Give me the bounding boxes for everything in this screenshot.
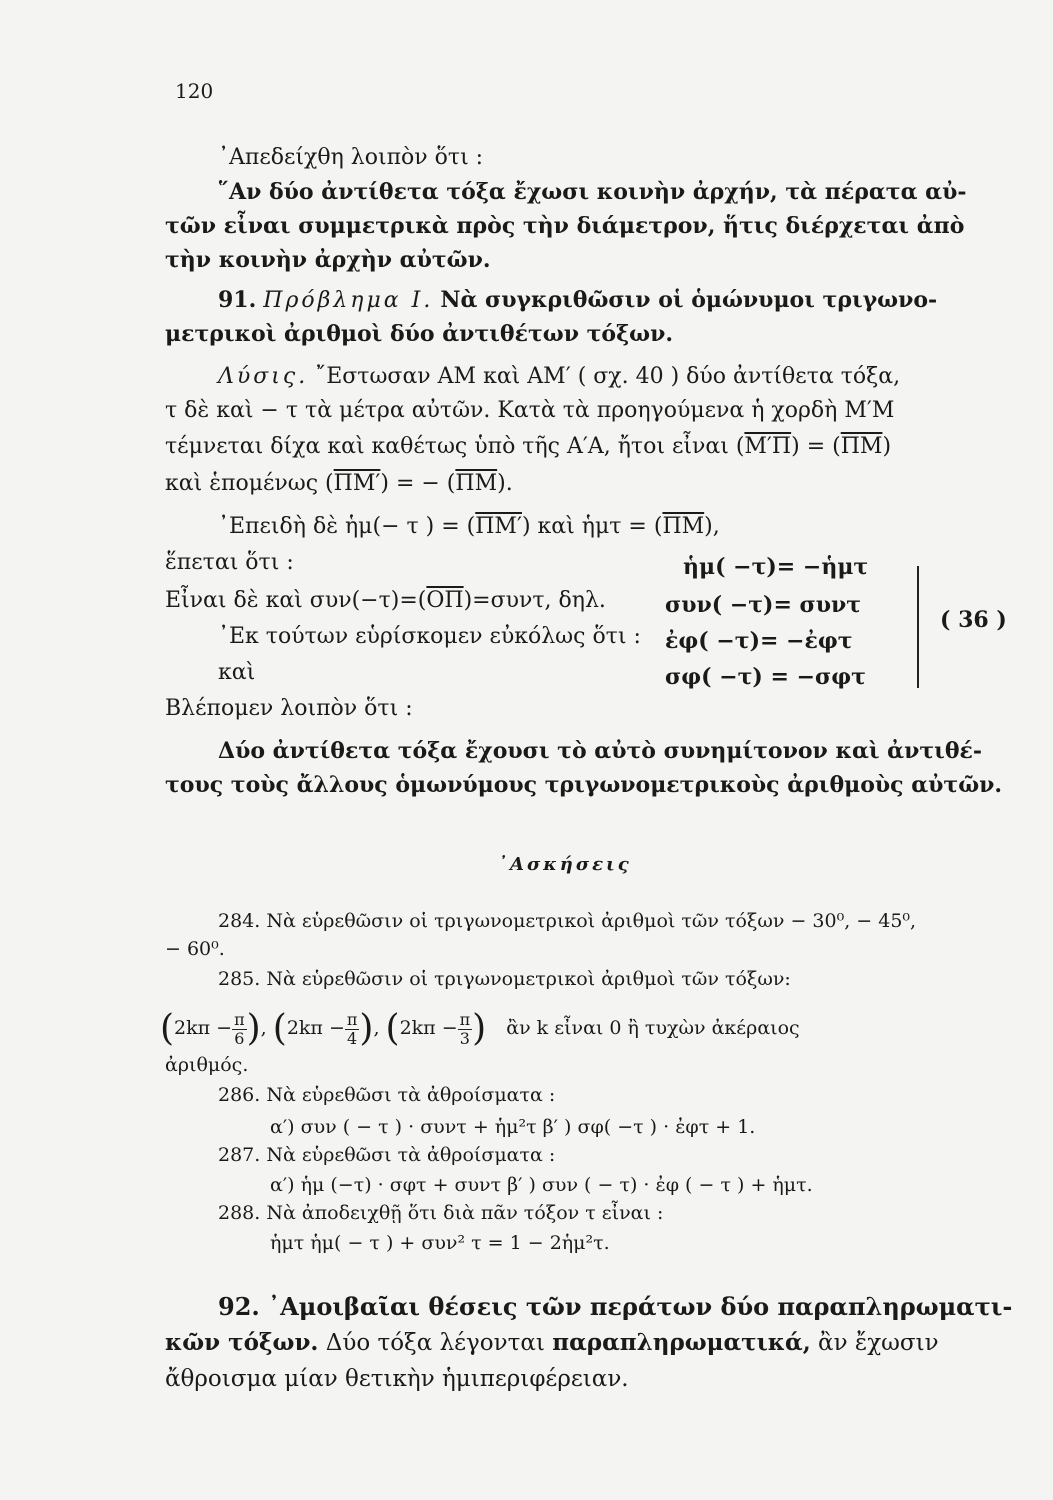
solution-label: Λύσις. [218,364,309,389]
exercise-285-formulas: (2kπ − $\frac{\pi}{6}$ ), (2kπ − $\frac{\pi}{4}$ ), (2kπ − $\frac{\pi}{3}$ ) ἂν k εἶναι 0 ἢ τυχὼν ἀκέραιος [160,1008,800,1049]
section-text: ἂν ἔχωσιν [818,1330,939,1356]
segment-OP: $\overline{O\Pi}$ [426,588,464,613]
exercise-288-formula: ἡμτ ἡμ( − τ ) + συν² τ = 1 − 2ἡμ²τ. [270,1232,610,1254]
formula-left-2 [165,586,606,616]
paren: ) [472,1008,487,1049]
solution-line-4 [165,469,513,499]
solution-line-1 [218,362,900,392]
exercises-title: ᾽Ασκήσεις [498,854,632,875]
theorem-line-3: τὴν κοινὴν ἀρχὴν αὐτῶν. [165,247,491,273]
page-number: 120 [175,79,214,103]
segment-PM: $\overline{\Pi M}$ [662,514,705,539]
section-term: παραπληρωματικά, [552,1329,811,1356]
text: ) [882,434,892,459]
term: 2kπ − [286,1017,345,1039]
formula-group-bar [917,566,919,688]
exercise-285: 285. Νὰ εὑρεθῶσιν οἱ τριγωνομετρικοὶ ἀριθμοὶ τῶν τόξων: [218,968,791,990]
problem-text-2: μετρικοὶ ἀριθμοὶ δύο ἀντιθέτων τόξων. [165,321,673,347]
section-title: ᾽Αμοιβαῖαι θέσεις τῶν περάτων δύο παραπληρωματι- [268,1292,1013,1321]
numerator: π [234,1009,245,1029]
segment-PM: $\overline{\Pi M}$ [840,434,883,459]
text: )=συντ, δηλ. [463,588,606,613]
numerator: π [459,1009,471,1029]
segment-PM-prime: ΠΜ′ [333,471,381,496]
fraction-pi-3 [458,1011,473,1048]
problem-label: Πρόβλημα Ι. [263,288,434,313]
text: ) = − ( [380,471,456,496]
paren: ( [272,1008,287,1049]
section-title-cont: κῶν τόξων. [165,1329,319,1356]
exercise-285-cont: ἀριθμός. [165,1054,249,1076]
exercise-287: 287. Νὰ εὑρεθῶσι τὰ ἀθροίσματα : [218,1144,556,1166]
formula-cot: σφ( −τ) = −σφτ [665,664,866,690]
section-92-line-2 [165,1328,939,1358]
section-text: Δύο τόξα λέγονται [325,1330,545,1356]
paren: ) [246,1008,261,1049]
intro-line: ᾽Απεδείχθη λοιπὸν ὅτι : [218,145,484,170]
exercise-286: 286. Νὰ εὑρεθῶσι τὰ ἀθροίσματα : [218,1084,556,1106]
denominator: 4 [347,1028,358,1048]
text: ). [497,471,513,496]
formula-sin: ἡμ( −τ)= −ἡμτ [683,554,869,580]
formula-cos: συν( −τ)= συντ [665,592,862,618]
formula-tan: ἐφ( −τ)= −ἐφτ [665,628,853,654]
condition-text: ἂν k εἶναι 0 ἢ τυχὼν ἀκέραιος [506,1017,800,1039]
denominator: 3 [459,1028,470,1048]
section-92-heading [218,1292,1012,1322]
problem-number: 91. [218,287,257,313]
text: καὶ ἑπομένως ( [165,471,334,496]
paren: ( [385,1008,400,1049]
exercise-287-items: α′) ἡμ (−τ) · σφτ + συντ β′ ) συν ( − τ) · ἐφ ( − τ ) + ἡμτ. [270,1174,813,1196]
fraction-pi-6 [232,1011,247,1048]
solution-line-5 [218,512,720,542]
segment-PM: $\overline{\Pi M}$ [455,471,498,496]
conclusion-line-2: τους τοὺς ἄλλους ὁμωνύμους τριγωνομετρικοὺς ἀριθμοὺς αὐτῶν. [165,772,1003,798]
conclusion-intro: Βλέπομεν λοιπὸν ὅτι : [165,696,413,721]
theorem-line-1: ῞Αν δύο ἀντίθετα τόξα ἔχωσι κοινὴν ἀρχήν, τὰ πέρατα αὐ- [218,179,967,205]
text: ᾽Επειδὴ δὲ ἡμ(− τ ) = ( [218,514,476,539]
theorem-line-2: τῶν εἶναι συμμετρικὰ πρὸς τὴν διάμετρον, ἥτις διέρχεται ἀπὸ [165,213,965,239]
denominator: 6 [234,1028,245,1048]
text: ) καὶ ἡμτ = ( [521,514,663,539]
numerator: π [346,1009,358,1029]
term: 2kπ − [399,1017,458,1039]
segment-PM-prime: ΠΜ′ [475,514,522,539]
exercise-288: 288. Νὰ ἀποδειχθῇ ὅτι διὰ πᾶν τόξον τ εἶναι : [218,1202,664,1224]
problem-text-1: Νὰ συγκριθῶσιν οἱ ὁμώνυμοι τριγωνο- [440,287,938,313]
section-number: 92. [218,1292,260,1321]
formula-left-4: καὶ [218,660,256,685]
exercise-286-items: α′) συν ( − τ ) · συντ + ἡμ²τ β′ ) σφ( −τ ) · ἐφτ + 1. [270,1116,756,1138]
text: ), [704,514,720,539]
fraction-pi-4 [345,1011,360,1048]
text: Εἶναι δὲ καὶ συν(−τ)=( [165,588,427,613]
solution-line-3 [165,432,891,462]
paren: ( [160,1008,175,1049]
text: τέμνεται δίχα καὶ καθέτως ὑπὸ τῆς Α′Α, ἤτοι εἶναι ( [165,434,745,459]
formula-left-1: ἕπεται ὅτι : [165,550,294,575]
exercise-284: 284. Νὰ εὑρεθῶσιν οἱ τριγωνομετρικοὶ ἀριθμοὶ τῶν τόξων − 30⁰, − 45⁰, [218,910,917,932]
solution-line-2: τ δὲ καὶ − τ τὰ μέτρα αὐτῶν. Κατὰ τὰ προηγούμενα ἡ χορδὴ Μ′Μ [165,398,895,423]
section-92-line-3: ἄθροισμα μίαν θετικὴν ἡμιπεριφέρειαν. [165,1366,629,1392]
solution-text-1: ῎Εστωσαν ΑΜ καὶ ΑΜ′ ( σχ. 40 ) δύο ἀντίθετα τόξα, [315,364,901,389]
conclusion-line-1: Δύο ἀντίθετα τόξα ἔχουσι τὸ αὐτὸ συνημίτονον καὶ ἀντιθέ- [218,738,982,764]
exercise-284-cont: − 60⁰. [165,938,225,960]
paren: ) [359,1008,374,1049]
problem-heading [218,285,937,316]
formula-number: ( 36 ) [940,607,1007,633]
text: ) = ( [791,434,841,459]
segment-MP: Μ′Π [744,434,792,459]
term: 2kπ − [174,1017,233,1039]
formula-left-3: ᾽Εκ τούτων εὑρίσκομεν εὐκόλως ὅτι : [218,624,641,649]
